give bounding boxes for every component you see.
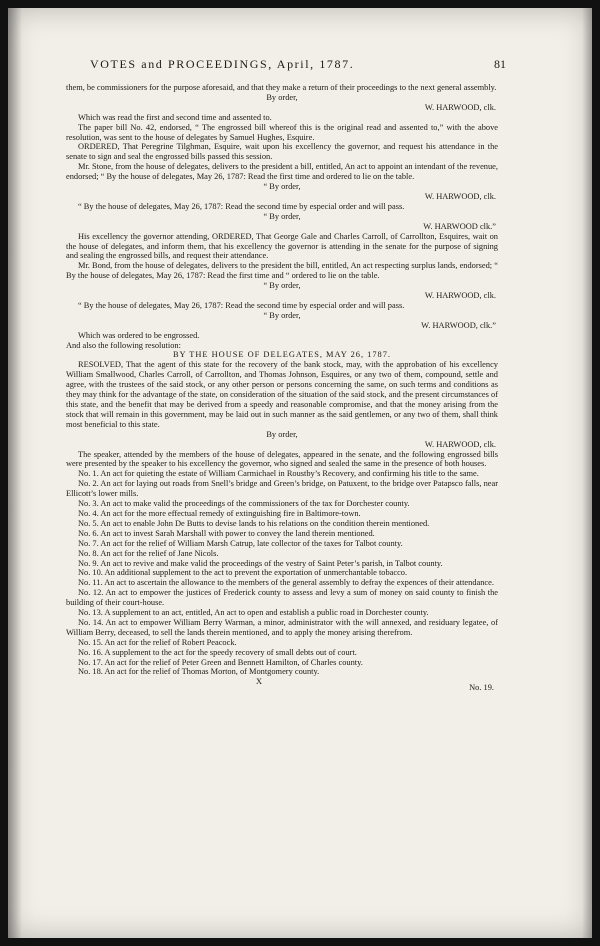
bill-item: No. 12. An act to empower the justices of Frederick county to assess and levy a sum of money on said county to finish the building of their court-house. bbox=[66, 588, 498, 608]
bill-item: No. 6. An act to invest Sarah Marshall with power to convey the land therein mentioned. bbox=[78, 528, 375, 538]
bill-item: No. 2. An act for laying out roads from Snell’s bridge and Green’s bridge, on Patuxent, to the bridge over Patapsco falls, near Ellicott’s lower mills. bbox=[66, 479, 498, 499]
bill-item: No. 13. A supplement to an act, entitled, An act to open and establish a public road in Dorchester county. bbox=[78, 608, 429, 618]
paragraph: Mr. Stone, from the house of delegates, delivers to the president a bill, entitled, An act to appoint an intendant of the revenue, endorsed; “ By the house of delegates, May 26, 1787: Read the first time and ordered to lie on the table. bbox=[66, 162, 498, 182]
paragraph: His excellency the governor attending, ORDERED, That George Gale and Charles Carroll, of Carrollton, Esquires, wait on the house of delegates, and inform them, that his excellency the governor is attending in the senate for the purpose of signing and sealing the engrossed bills, and request their attendance. bbox=[66, 231, 498, 261]
proceedings-text bbox=[66, 83, 498, 469]
paragraph: Which was ordered to be engrossed. bbox=[78, 330, 200, 340]
paragraph: “ By the house of delegates, May 26, 1787: Read the second time by especial order and will pass. bbox=[78, 300, 405, 310]
bill-item: No. 10. An additional supplement to the act to prevent the exportation of unmerchantable tobacco. bbox=[78, 568, 408, 578]
bill-item: No. 9. An act to revive and make valid the proceedings of the vestry of Saint Peter’s parish, in Talbot county. bbox=[78, 558, 443, 568]
paragraph: Which was read the first and second time and assented to. bbox=[78, 112, 272, 122]
bill-item: No. 5. An act to enable John De Butts to devise lands to his relations on the condition therein mentioned. bbox=[78, 518, 430, 528]
page-header bbox=[66, 57, 506, 80]
bill-list bbox=[66, 469, 498, 677]
bill-item: No. 16. A supplement to the act for the speedy recovery of small debts out of court. bbox=[78, 647, 357, 657]
binding-shadow-left bbox=[8, 8, 22, 938]
bill-item: No. 18. An act for the relief of Thomas Morton, of Montgomery county. bbox=[78, 667, 320, 677]
signature-line: W. HARWOOD, clk. bbox=[424, 291, 496, 301]
signature-line: “ By order, bbox=[263, 310, 301, 320]
bill-item: No. 8. An act for the relief of Jane Nicols. bbox=[78, 548, 219, 558]
page-number: 81 bbox=[494, 57, 506, 71]
running-title: VOTES and PROCEEDINGS, April, 1787. bbox=[90, 57, 355, 71]
paragraph: The paper bill No. 42, endorsed, “ The engrossed bill whereof this is the original read and assented to,” with the above resolution, was sent to the house of delegates by Samuel Hughes, Esquire. bbox=[66, 122, 498, 142]
binding-shadow-right bbox=[582, 8, 592, 938]
page-content bbox=[66, 57, 506, 693]
paragraph: ORDERED, That Peregrine Tilghman, Esquire, wait upon his excellency the governor, and request his attendance in the senate to sign and seal the engrossed bills passed this session. bbox=[66, 142, 498, 162]
signature-line: W. HARWOOD, clk.” bbox=[421, 320, 496, 330]
bill-item: No. 17. An act for the relief of Peter Green and Bennett Hamilton, of Charles county. bbox=[78, 657, 363, 667]
paragraph: them, be commissioners for the purpose aforesaid, and that they make a return of their proceedings to the next general assembly. bbox=[66, 83, 497, 92]
bill-item: No. 7. An act for the relief of William Marsh Catrup, late collector of the taxes for Talbot county. bbox=[78, 538, 403, 548]
bill-item: No. 11. An act to ascertain the allowance to the members of the general assembly to defray the expences of their attendance. bbox=[78, 578, 494, 588]
scanned-page bbox=[8, 8, 592, 938]
bill-item: No. 1. An act for quieting the estate of William Carmichael in Roustby’s Recovery, and confirming his title to the same. bbox=[78, 469, 479, 479]
resolution-heading: BY THE HOUSE OF DELEGATES, MAY 26, 1787. bbox=[172, 350, 392, 360]
bill-item: No. 3. An act to make valid the proceedings of the commissioners of the tax for Dorchester county. bbox=[78, 499, 410, 509]
signature-line: W. HARWOOD, clk. bbox=[424, 439, 496, 449]
bill-item: No. 4. An act for the more effectual remedy of extinguishing fire in Baltimore-town. bbox=[78, 508, 361, 518]
paragraph: RESOLVED, That the agent of this state for the recovery of the bank stock, may, with the approbation of his excellency William Smallwood, Charles Carroll, of Carrollton, and Thomas Johnson, Esquires, or any two of them, compound, settle and agree, with the trustees of the said stock, or any other person or persons concerning the same, on such terms and conditions as they may think for the advantage of the state, on consideration of the situation of the said stock, and the present circumstances of this state, and the benefit that may be derived from a speedy and reasonable compromise, and that the money arising from the stock that will remain in this government, may be laid out in such manner as the said gentlemen, or any two of them, shall think most beneficial to this state. bbox=[66, 360, 498, 429]
paragraph: The speaker, attended by the members of the house of delegates, appeared in the senate, and the following engrossed bills were presented by the speaker to his excellency the governor, who signed and sealed the same in the presence of both houses. bbox=[66, 449, 498, 469]
bill-item: No. 14. An act to empower William Berry Warman, a minor, administrator with the will annexed, and residuary legatee, of William Berry, deceased, to sell the lands therein mentioned, and to apply the money arising therefrom. bbox=[66, 617, 498, 637]
signature-line: “ By order, bbox=[263, 182, 301, 192]
paragraph: Mr. Bond, from the house of delegates, delivers to the president the bill, entitled, An act respecting surplus lands, endorsed; “ By the house of delegates, May 26, 1787: Read the first time and “ ordered to lie on the table. bbox=[66, 261, 498, 281]
signature-line: W. HARWOOD clk.” bbox=[423, 221, 496, 231]
paragraph: And also the following resolution: bbox=[66, 340, 181, 350]
signature-line: “ By order, bbox=[263, 211, 301, 221]
page-footer bbox=[66, 679, 498, 693]
signature-mark: X bbox=[256, 677, 263, 687]
signature-line: W. HARWOOD, clk. bbox=[424, 191, 496, 201]
signature-line: W. HARWOOD, clk. bbox=[424, 102, 496, 112]
signature-line: By order, bbox=[266, 92, 298, 102]
paragraph: “ By the house of delegates, May 26, 1787: Read the second time by especial order and will pass. bbox=[78, 201, 405, 211]
bill-item: No. 15. An act for the relief of Robert Peacock. bbox=[78, 637, 237, 647]
catchword: No. 19. bbox=[469, 683, 494, 693]
signature-line: “ By order, bbox=[263, 281, 301, 291]
signature-line: By order, bbox=[266, 429, 298, 439]
